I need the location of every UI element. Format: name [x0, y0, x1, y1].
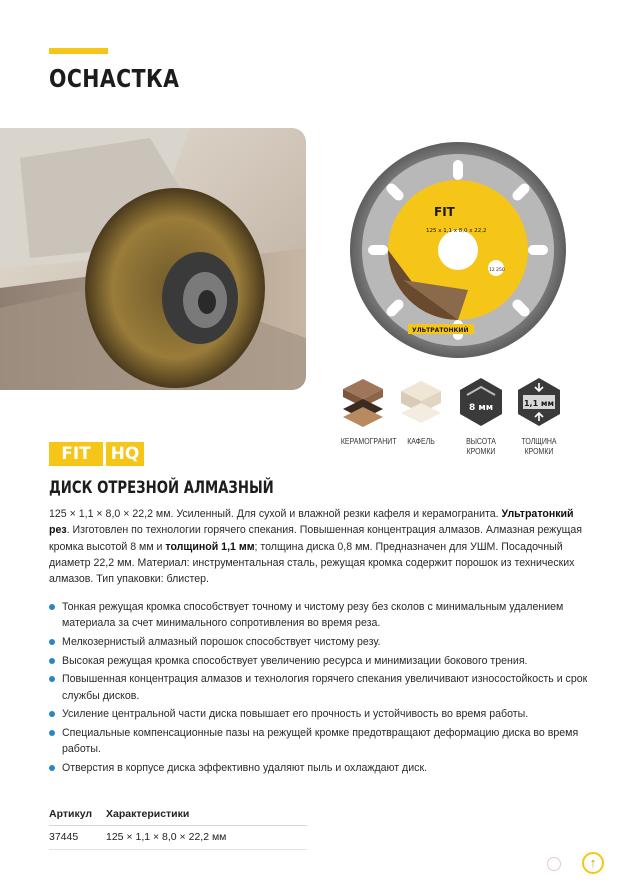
disc-brand-text: FIT	[434, 205, 455, 219]
disc-size-text: 125 x 1,1 x 8,0 x 22,2	[426, 228, 487, 234]
desc-bold-2: толщиной 1,1 мм	[165, 540, 255, 553]
hq-badge: HQ	[106, 442, 144, 466]
edge-height-icon	[459, 377, 503, 427]
table-header-row	[49, 805, 307, 826]
edge-height-value: 8 мм	[468, 403, 494, 413]
bullet-icon	[49, 711, 55, 717]
table-row	[49, 826, 307, 850]
feature-text: Тонкая режущая кромка способствует точному и чистому резу без сколов с минимальным удалением материала за счет минимального сопротивления во время реза.	[62, 601, 564, 630]
section-title: ОСНАСТКА	[49, 64, 180, 93]
desc-part-2: . Изготовлен по технологии горячего спекания. Повышенная концентрация алмазов. Алмазная режущая кромка высотой 8 мм и	[49, 524, 583, 553]
tile-icon	[399, 377, 443, 427]
tile-label: КАФЕЛЬ	[407, 436, 435, 446]
desc-part-3: ; толщина диска 0,8 мм. Предназначен для УШМ. Посадочный диаметр 22,2 мм. Материал: инструментальная сталь, режущая кромка содержит порошок из технических алмазов. Тип упаковки: блистер.	[49, 540, 575, 586]
product-description	[49, 506, 589, 587]
table-cell-article: 37445	[49, 826, 106, 850]
product-in-use-photo	[0, 128, 306, 390]
accent-bar	[49, 48, 108, 54]
edge-thickness-icon	[517, 377, 561, 427]
table-header-specs: Характеристики	[106, 805, 307, 826]
disc-speed-text: 12 250	[489, 268, 505, 273]
bullet-icon	[49, 730, 55, 736]
edge-thickness-value: 1,1 мм	[523, 399, 555, 408]
disc-band-text: УЛЬТРАТОНКИЙ	[412, 327, 469, 334]
feature-item	[49, 671, 589, 704]
bullet-icon	[49, 765, 55, 771]
feature-text: Высокая режущая кромка способствует увеличению ресурса и минимизации бокового трения.	[62, 654, 528, 667]
spec-table	[49, 805, 307, 850]
feature-item	[49, 706, 589, 722]
bullet-icon	[49, 604, 55, 610]
table-cell-specs: 125 × 1,1 × 8,0 × 22,2 мм	[106, 826, 307, 850]
product-title: ДИСК ОТРЕЗНОЙ АЛМАЗНЫЙ	[49, 478, 274, 498]
feature-item	[49, 634, 589, 650]
tile-icon-cell	[394, 377, 448, 446]
ceramic-granite-icon-cell	[336, 377, 397, 446]
feature-text: Повышенная концентрация алмазов и технология горячего спекания увеличивают износостойкость и срок службы дисков.	[62, 673, 588, 702]
feature-item	[49, 599, 589, 632]
feature-item	[49, 653, 589, 669]
edge-height-icon-cell	[454, 377, 508, 456]
desc-part-1: 125 × 1,1 × 8,0 × 22,2 мм. Усиленный. Для сухой и влажной резки кафеля и керамогранита.	[49, 508, 502, 520]
bullet-icon	[49, 639, 55, 645]
feature-text: Усиление центральной части диска повышает его прочность и устойчивость во время работы.	[62, 708, 529, 721]
fit-badge: FIT	[49, 442, 103, 466]
watermark-logo	[547, 857, 561, 871]
bullet-icon	[49, 676, 55, 682]
diamond-disc-image	[348, 140, 568, 360]
edge-thickness-label: ТОЛЩИНА КРОМКИ	[521, 436, 557, 456]
feature-text: Отверстия в корпусе диска эффективно удаляют пыль и охлаждают диск.	[62, 762, 428, 775]
table-header-article: Артикул	[49, 805, 106, 826]
feature-item	[49, 760, 589, 776]
arrow-up-circle-icon[interactable]: ↑	[582, 852, 604, 874]
ceramic-granite-icon	[341, 377, 385, 427]
feature-list	[49, 599, 589, 779]
edge-thickness-icon-cell	[512, 377, 566, 456]
spec-icons-row	[336, 377, 576, 461]
ceramic-granite-label: КЕРАМОГРАНИТ	[340, 436, 397, 446]
feature-text: Специальные компенсационные пазы на режущей кромке предотвращают деформацию диска во время работы.	[62, 727, 579, 756]
desc-bold-1: Ультратонкий рез	[49, 508, 574, 537]
bullet-icon	[49, 658, 55, 664]
feature-text: Мелкозернистый алмазный порошок способствует чистому резу.	[62, 635, 381, 648]
feature-item	[49, 725, 589, 758]
edge-height-label: ВЫСОТА КРОМКИ	[466, 436, 496, 456]
